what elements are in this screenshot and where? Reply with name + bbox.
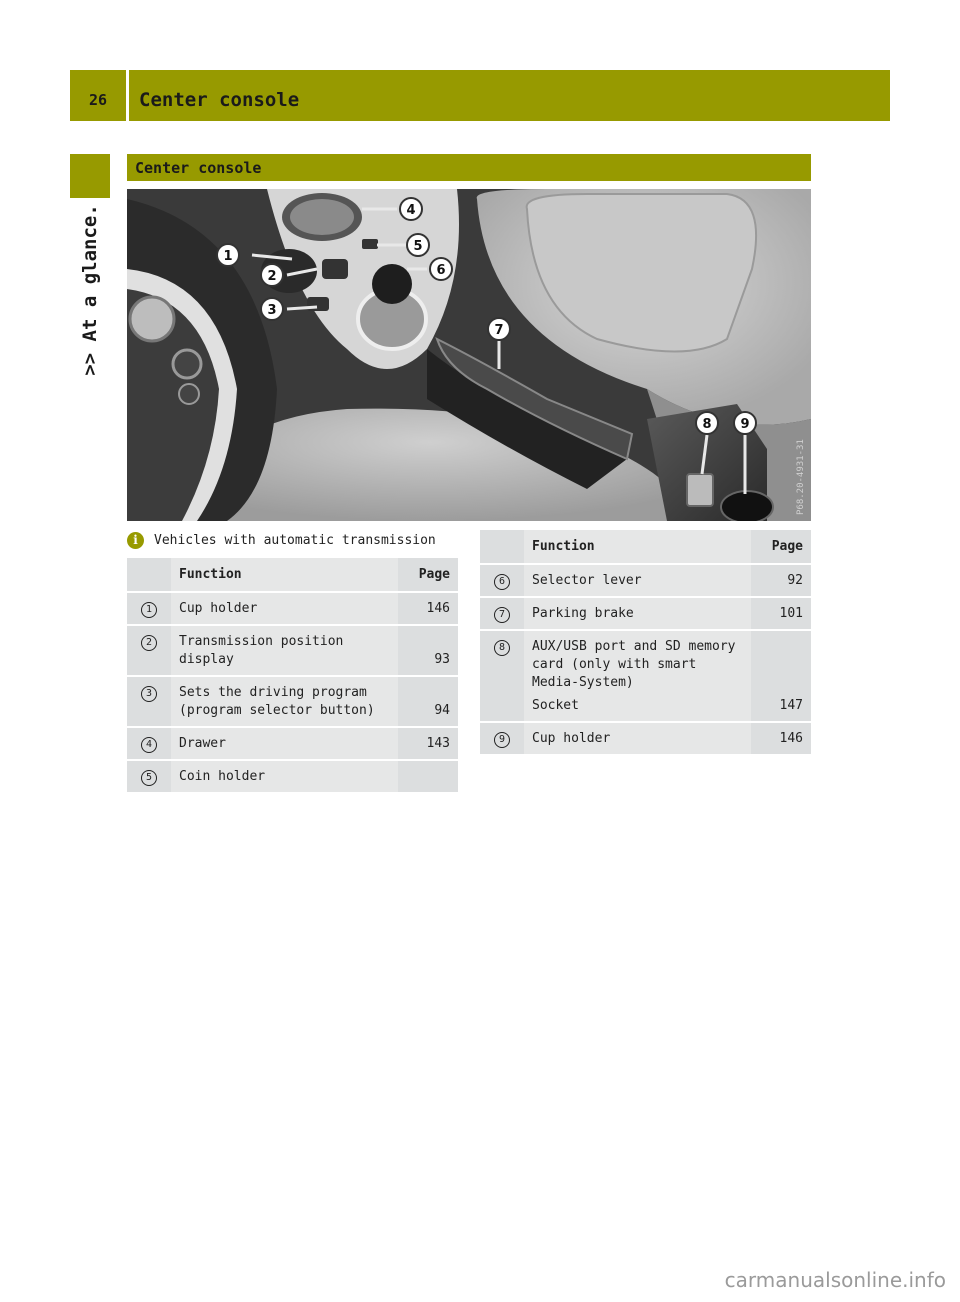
callout-6 [430, 258, 452, 280]
page-ref: 101 [751, 598, 811, 629]
table-row [480, 565, 811, 596]
function-text: Drawer [171, 728, 398, 759]
svg-text:4: 4 [406, 203, 416, 218]
svg-text:6: 6 [436, 263, 446, 278]
function-text: Parking brake [524, 598, 751, 629]
page-ref [398, 761, 458, 792]
header-page: Page [751, 530, 811, 563]
header-function: Function [171, 558, 398, 591]
function-text: Coin holder [171, 761, 398, 792]
function-text: Selector lever [524, 565, 751, 596]
table-row [127, 728, 458, 759]
item-number: 3 [141, 686, 157, 702]
callout-8 [696, 412, 718, 434]
table-row [127, 677, 458, 726]
item-number: 7 [494, 607, 510, 623]
callout-7 [488, 318, 510, 340]
table-header-row [127, 558, 458, 591]
table-row [127, 761, 458, 792]
svg-text:5: 5 [413, 239, 423, 254]
function-cell [524, 631, 751, 721]
header-num-cell [127, 558, 171, 591]
page-ref: 143 [398, 728, 458, 759]
callout-1 [217, 244, 239, 266]
table-header-row [480, 530, 811, 563]
table-row [480, 723, 811, 754]
function-text: Cup holder [524, 723, 751, 754]
table-row [127, 593, 458, 624]
image-code: P68.20-4931-31 [796, 439, 806, 515]
item-number: 2 [141, 635, 157, 651]
page-ref: 94 [398, 677, 458, 726]
transmission-note [127, 530, 436, 550]
page-ref: 146 [398, 593, 458, 624]
function-text: Sets the driving program (program selector button) [171, 677, 398, 726]
info-icon: i [127, 532, 144, 549]
header-function: Function [524, 530, 751, 563]
side-tab-block [70, 154, 110, 198]
function-text: Cup holder [171, 593, 398, 624]
item-number: 5 [141, 770, 157, 786]
function-subtext: Socket [532, 698, 579, 713]
header-page: Page [398, 558, 458, 591]
callout-2 [261, 264, 283, 286]
svg-text:3: 3 [267, 303, 277, 318]
item-number: 4 [141, 737, 157, 753]
side-tab-label: >> At a glance. [79, 204, 101, 376]
svg-text:7: 7 [494, 323, 504, 338]
callout-5 [407, 234, 429, 256]
table-row [480, 598, 811, 629]
table-row [127, 626, 458, 675]
section-title: Center console [127, 154, 811, 181]
page-ref: 146 [751, 723, 811, 754]
svg-text:2: 2 [267, 269, 277, 284]
function-table-left [127, 556, 458, 794]
page-header-title: Center console [129, 70, 890, 121]
center-console-photo [127, 189, 811, 521]
page-number: 26 [70, 70, 126, 121]
header-num-cell [480, 530, 524, 563]
callout-3 [261, 298, 283, 320]
transmission-note-text: Vehicles with automatic transmission [154, 532, 436, 548]
function-table-right [480, 528, 811, 756]
page-ref: 147 [751, 631, 811, 721]
item-number: 1 [141, 602, 157, 618]
function-text: Transmission position display [171, 626, 398, 675]
page-ref: 92 [751, 565, 811, 596]
item-number: 6 [494, 574, 510, 590]
page-ref: 93 [398, 626, 458, 675]
table-row [480, 631, 811, 721]
function-text: AUX/USB port and SD memory card (only with smart Media-System) [532, 639, 736, 690]
callout-9 [734, 412, 756, 434]
watermark: carmanualsonline.info [724, 1268, 946, 1292]
callout-4 [400, 198, 422, 220]
svg-text:9: 9 [740, 417, 750, 432]
svg-text:1: 1 [223, 249, 233, 264]
svg-text:8: 8 [702, 417, 712, 432]
item-number: 9 [494, 732, 510, 748]
item-number: 8 [494, 640, 510, 656]
